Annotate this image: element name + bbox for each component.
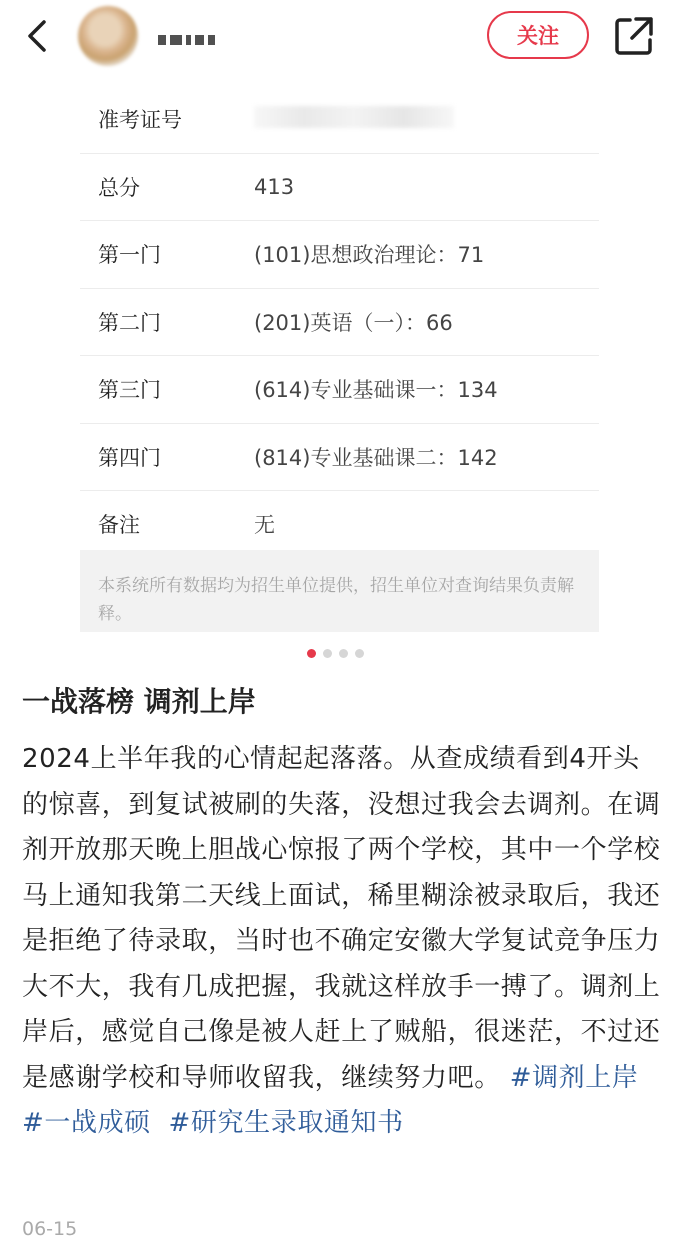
row-key: 第二门 bbox=[98, 310, 161, 335]
row-key: 第一门 bbox=[98, 243, 161, 268]
row-value: 413 bbox=[254, 174, 295, 199]
table-row bbox=[80, 356, 599, 424]
row-key: 总分 bbox=[98, 175, 140, 200]
row-value: (101)思想政治理论：71 bbox=[254, 243, 485, 268]
username-blurred[interactable] bbox=[158, 30, 238, 48]
hashtag-link[interactable]: #一战成硕 bbox=[22, 1108, 151, 1138]
follow-button[interactable]: 关注 bbox=[487, 11, 589, 59]
post-title: 一战落榜 调剂上岸 bbox=[22, 685, 256, 718]
row-key: 备注 bbox=[98, 513, 140, 538]
hashtag-link[interactable]: #调剂上岸 bbox=[509, 1062, 639, 1093]
back-arrow-icon[interactable] bbox=[22, 14, 56, 58]
post-body bbox=[22, 737, 662, 1147]
carousel-dot-active[interactable] bbox=[307, 649, 316, 658]
share-icon[interactable] bbox=[612, 14, 656, 58]
disclaimer-notice: 本系统所有数据均为招生单位提供，招生单位对查询结果负责解释。 bbox=[80, 550, 599, 632]
hashtag-link[interactable]: #研究生录取通知书 bbox=[168, 1108, 404, 1138]
row-key: 第四门 bbox=[98, 445, 161, 470]
row-value: (814)专业基础课二：142 bbox=[254, 445, 498, 470]
row-value: 无 bbox=[254, 513, 275, 538]
table-row bbox=[80, 221, 599, 289]
row-value: (614)专业基础课一：134 bbox=[254, 378, 498, 403]
carousel-dot[interactable] bbox=[339, 649, 348, 658]
table-row bbox=[80, 289, 599, 357]
carousel-dot[interactable] bbox=[323, 649, 332, 658]
exam-id-blurred bbox=[254, 106, 454, 133]
row-key: 准考证号 bbox=[98, 108, 182, 133]
table-row bbox=[80, 491, 599, 558]
carousel-indicator bbox=[307, 649, 364, 659]
table-row bbox=[80, 86, 599, 154]
carousel-dot[interactable] bbox=[355, 649, 364, 658]
table-row bbox=[80, 424, 599, 492]
post-text: 2024上半年我的心情起起落落。从查成绩看到4开头的惊喜，到复试被刷的失落，没想过我会去调剂。在调剂开放那天晚上胆战心惊报了两个学校，其中一个学校马上通知我第二天线上面试，稀里糊涂被录取后，我还是拒绝了待录取，当时也不确定安徽大学复试竞争压力大不大，我有几成把握，我就这样放手一搏了。调剂上岸后，感觉自己像是被人赶上了贼船，很迷茫，不过还是感谢学校和导师收留我，继续努力吧。 bbox=[22, 744, 661, 1093]
avatar[interactable] bbox=[78, 6, 138, 66]
row-key: 第三门 bbox=[98, 378, 161, 403]
top-bar bbox=[0, 0, 676, 72]
table-row bbox=[80, 154, 599, 222]
row-value: (201)英语（一）：66 bbox=[254, 310, 453, 335]
score-table bbox=[80, 86, 599, 558]
post-date: 06-15 bbox=[22, 1218, 78, 1240]
